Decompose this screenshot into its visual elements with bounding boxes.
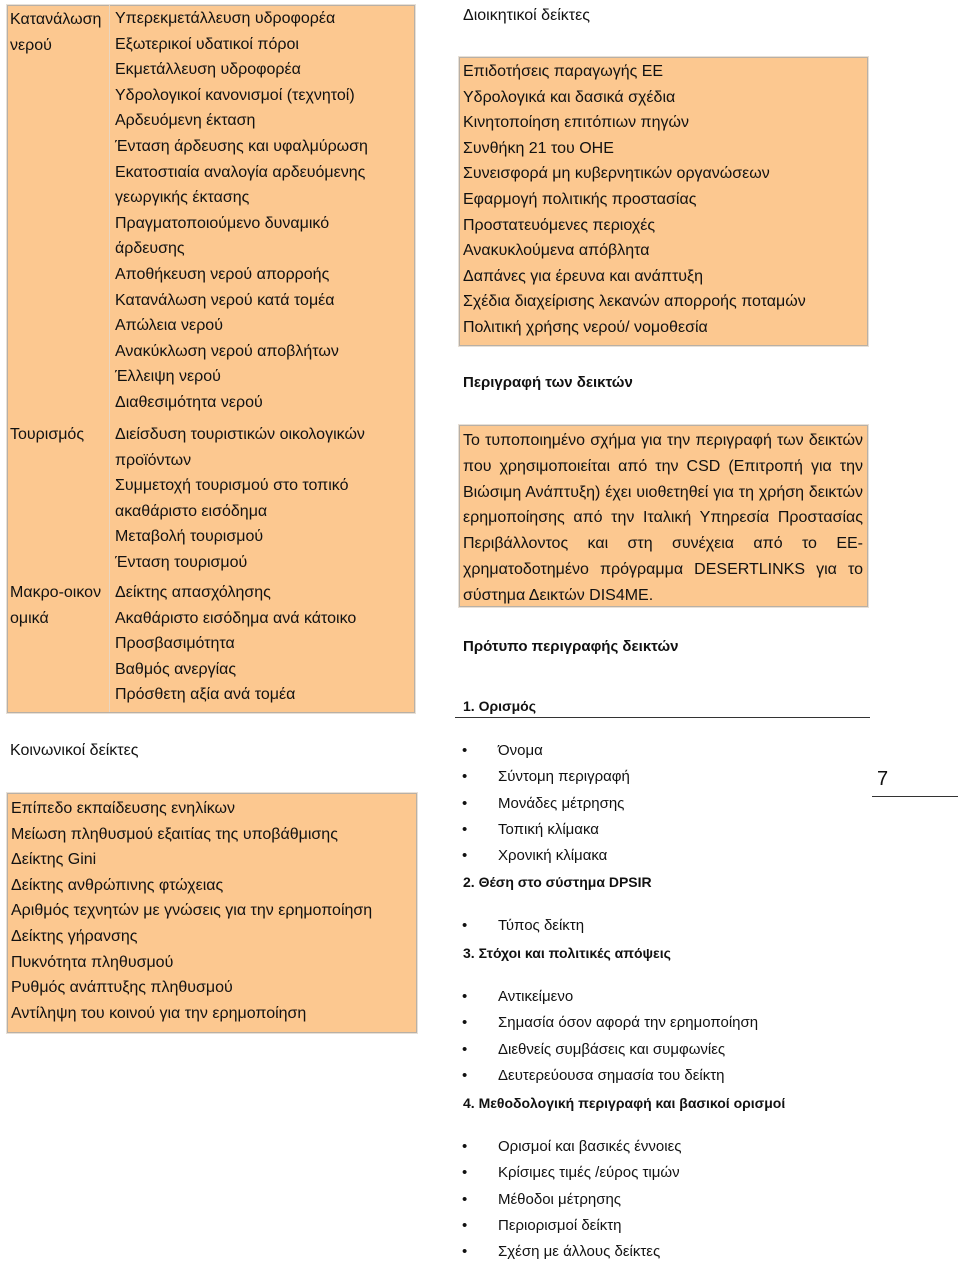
list-item: Δείκτης απασχόλησης <box>115 584 271 601</box>
admin-title: Διοικητικοί δείκτες <box>463 7 590 24</box>
description-text: Το τυποποιημένο σχήμα για την περιγραφή των δεικτών που χρησιμοποιείται από την CSD (Επιτροπή για την Βιώσιμη Ανάπτυξη) έχει υιοθετηθεί για τη χρήση δεικτών ερημοποίησης από την Ιταλική Υπηρεσία Προστασίας Περιβάλλοντος και στη συνέχεια από το ΕΕ-χρηματοδοτημένο πρόγραμμα DESERTLINKS για το σύστημα Δεικτών DIS4ME. <box>463 432 863 604</box>
admin-indicators-list <box>463 59 806 341</box>
list-item: • Δευτερεύουσα σημασία του δείκτη <box>462 1063 758 1089</box>
list-item: Συνθήκη 21 του ΟΗΕ <box>463 139 614 157</box>
page-number-rule <box>872 796 958 797</box>
list-item: Συμμετοχή τουρισμού στο τοπικό <box>115 477 349 495</box>
list-item: Υδρολογικοί κανονισμοί (τεχνητοί) <box>115 86 355 104</box>
list-item: Προστατευόμενες περιοχές <box>463 216 656 234</box>
water-indicators-list <box>115 6 368 416</box>
list-item: Προσβασιμότητα <box>115 635 235 653</box>
list-item: Αρδευόμενη έκταση <box>115 112 256 130</box>
list-item: Πραγματοποιούμενο δυναμικό <box>115 214 330 232</box>
list-item: Υπερεκμετάλλευση υδροφορέα <box>115 10 336 27</box>
list-item: • Τοπική κλίμακα <box>462 817 630 843</box>
methodology-list <box>462 1134 682 1265</box>
list-item: • Περιορισμοί δείκτη <box>462 1213 682 1239</box>
section-divider <box>455 717 870 718</box>
category-water-consumption <box>10 7 110 58</box>
category-label: Μακρο-οικονομικά <box>10 584 102 627</box>
social-indicators-list <box>11 796 372 1026</box>
list-item: Κατανάλωση νερού κατά τομέα <box>115 291 335 309</box>
category-label: Κατανάλωση νερού <box>10 11 102 54</box>
list-item: Πολιτική χρήσης νερού/ νομοθεσία <box>463 318 708 336</box>
list-item: • Μέθοδοι μέτρησης <box>462 1187 682 1213</box>
list-item: • Χρονική κλίμακα <box>462 843 630 869</box>
list-item: • Διεθνείς συμβάσεις και συμφωνίες <box>462 1037 758 1063</box>
list-item: Μεταβολή τουρισμού <box>115 528 264 546</box>
list-item: Ένταση τουρισμού <box>115 553 248 571</box>
list-item: Διείσδυση τουριστικών οικολογικών <box>115 426 365 443</box>
section-heading-definition: 1. Ορισμός <box>463 698 536 714</box>
dpsir-list <box>462 913 584 939</box>
list-item: Σχέδια διαχείρισης λεκανών απορροής ποταμών <box>463 293 806 311</box>
list-item: Βαθμός ανεργίας <box>115 660 237 678</box>
list-item: • Σύντομη περιγραφή <box>462 764 630 790</box>
table-divider <box>109 5 110 712</box>
description-title: Περιγραφή των δεικτών <box>463 374 633 391</box>
list-item: Ακαθάριστο εισόδημα ανά κάτοικο <box>115 609 357 627</box>
list-item: Πρόσθετη αξία ανά τομέα <box>115 686 296 704</box>
list-item: Μείωση πληθυσμού εξαιτίας της υποβάθμισης <box>11 825 338 843</box>
social-title: Κοινωνικοί δείκτες <box>10 742 139 759</box>
tourism-indicators-list <box>115 422 365 576</box>
list-item: Δείκτης ανθρώπινης φτώχειας <box>11 876 224 894</box>
list-item: Έλλειψη νερού <box>115 368 221 386</box>
list-item: Ένταση άρδευσης και υφαλμύρωση <box>115 137 368 155</box>
list-item: Εκατοστιαία αναλογία αρδευόμενης <box>115 163 366 181</box>
list-item: Διαθεσιμότητα νερού <box>115 393 263 411</box>
list-item: Δείκτης Gini <box>11 851 97 869</box>
list-item: Ανακύκλωση νερού αποβλήτων <box>115 342 339 360</box>
category-label: Τουρισμός <box>10 426 85 443</box>
list-item: Δείκτης γήρανσης <box>11 927 138 945</box>
section-heading-methodology: 4. Μεθοδολογική περιγραφή και βασικοί ορισμοί <box>463 1095 786 1111</box>
list-item: Αριθμός τεχνητών με γνώσεις για την ερημοποίηση <box>11 902 373 920</box>
list-item: Αποθήκευση νερού απορροής <box>115 265 330 283</box>
list-item: Κινητοποίηση επιτόπιων πηγών <box>463 114 689 132</box>
section-heading-dpsir: 2. Θέση στο σύστημα DPSIR <box>463 874 652 890</box>
list-item: • Σημασία όσον αφορά την ερημοποίηση <box>462 1010 758 1036</box>
list-item: άρδευσης <box>115 240 185 258</box>
list-item: • Όνομα <box>462 738 630 764</box>
list-item: • Σχέση με άλλους δείκτες <box>462 1239 682 1265</box>
list-item: Πυκνότητα πληθυσμού <box>11 953 174 971</box>
list-item: • Μονάδες μέτρησης <box>462 791 630 817</box>
list-item: • Ορισμοί και βασικές έννοιες <box>462 1134 682 1160</box>
macro-indicators-list <box>115 580 356 708</box>
category-tourism <box>10 422 110 448</box>
list-item: Εκμετάλλευση υδροφορέα <box>115 61 301 79</box>
list-item: Επίπεδο εκπαίδευσης ενηλίκων <box>11 800 236 817</box>
list-item: γεωργικής έκτασης <box>115 189 250 207</box>
list-item: • Τύπος δείκτη <box>462 913 584 939</box>
list-item: Ρυθμός ανάπτυξης πληθυσμού <box>11 979 233 997</box>
list-item: Εξωτερικοί υδατικοί πόροι <box>115 35 299 53</box>
list-item: ακαθάριστο εισόδημα <box>115 502 268 520</box>
definition-list <box>462 738 630 869</box>
list-item: • Αντικείμενο <box>462 984 758 1010</box>
list-item: Απώλεια νερού <box>115 317 223 335</box>
objectives-list <box>462 984 758 1089</box>
list-item: Δαπάνες για έρευνα και ανάπτυξη <box>463 267 704 285</box>
list-item: προϊόντων <box>115 451 192 469</box>
list-item: Υδρολογικά και δασικά σχέδια <box>463 88 676 106</box>
template-title: Πρότυπο περιγραφής δεικτών <box>463 638 679 655</box>
category-macroeconomic <box>10 580 108 631</box>
list-item: Επιδοτήσεις παραγωγής ΕΕ <box>463 63 664 80</box>
list-item: • Κρίσιμες τιμές /εύρος τιμών <box>462 1160 682 1186</box>
section-heading-objectives: 3. Στόχοι και πολιτικές απόψεις <box>463 945 671 961</box>
list-item: Συνεισφορά μη κυβερνητικών οργανώσεων <box>463 165 770 183</box>
list-item: Ανακυκλούμενα απόβλητα <box>463 242 650 260</box>
list-item: Αντίληψη του κοινού για την ερημοποίηση <box>11 1004 307 1022</box>
list-item: Εφαρμογή πολιτικής προστασίας <box>463 190 697 208</box>
page-number: 7 <box>877 768 889 790</box>
